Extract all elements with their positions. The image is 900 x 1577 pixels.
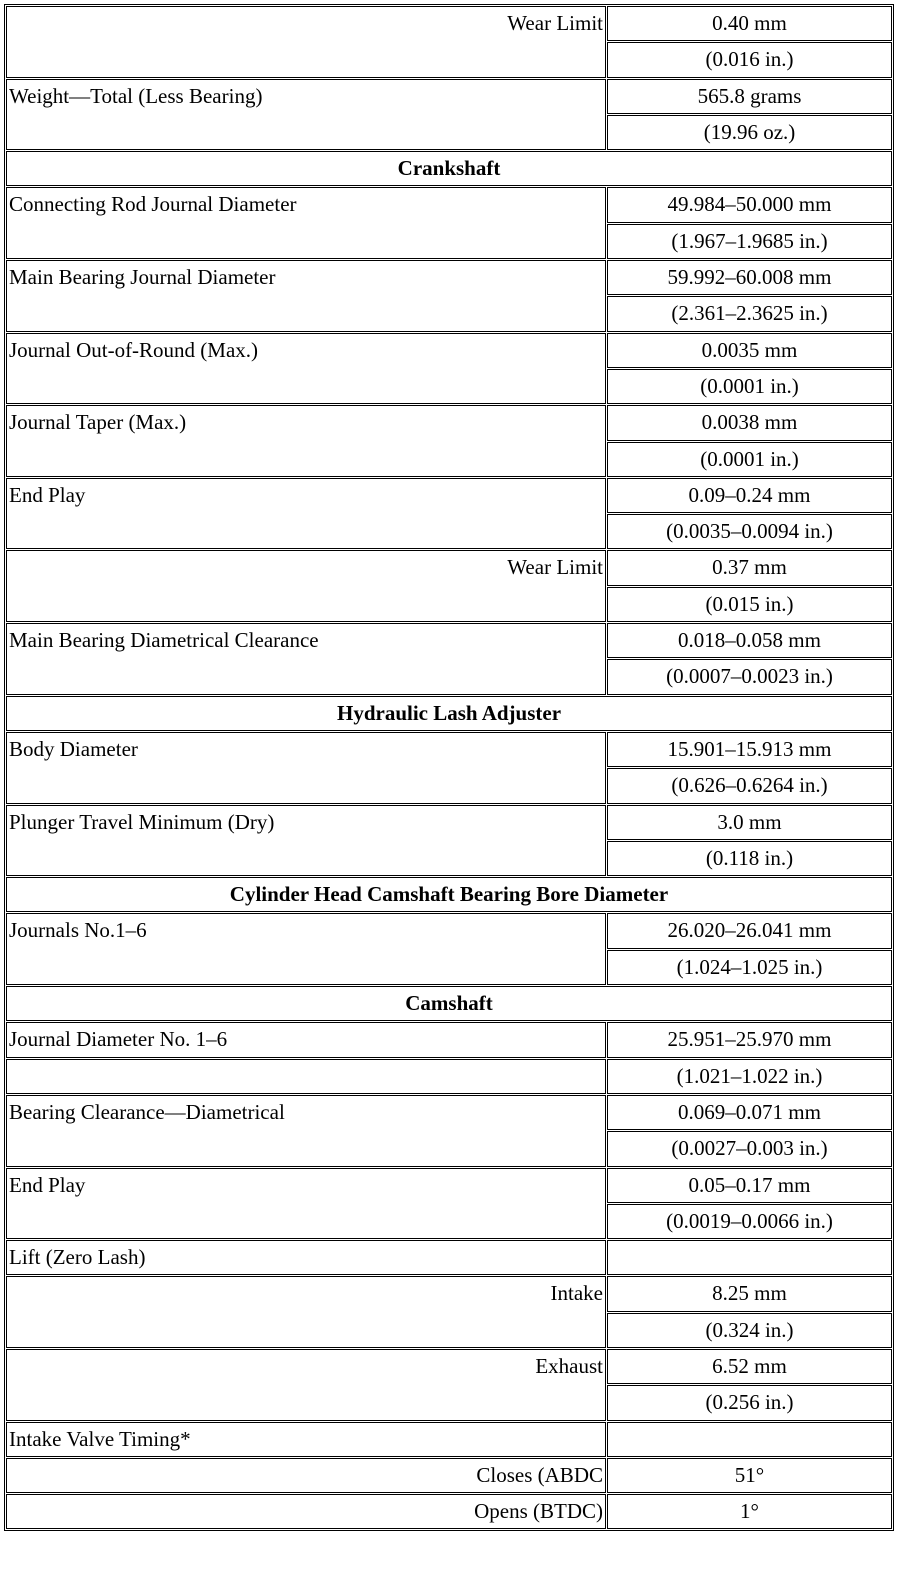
- section-header-row: [6, 877, 892, 912]
- section-title: Cylinder Head Camshaft Bearing Bore Diameter: [6, 877, 892, 912]
- spec-imperial-value: (0.0019–0.0066 in.): [607, 1204, 892, 1239]
- section-title: Hydraulic Lash Adjuster: [6, 696, 892, 731]
- spec-metric-value: 6.52 mm: [607, 1349, 892, 1384]
- spec-label: End Play: [6, 478, 606, 550]
- spec-value: 1°: [607, 1494, 892, 1529]
- spec-value: [607, 1240, 892, 1275]
- spec-metric-value: 0.0038 mm: [607, 405, 892, 440]
- spec-row: [6, 1168, 892, 1203]
- specification-table-body: [6, 6, 892, 1529]
- spec-row: [6, 478, 892, 513]
- spec-value: 25.951–25.970 mm: [607, 1022, 892, 1057]
- spec-single-row: [6, 1059, 892, 1094]
- spec-metric-value: 0.05–0.17 mm: [607, 1168, 892, 1203]
- spec-imperial-value: (19.96 oz.): [607, 115, 892, 150]
- spec-label: Weight—Total (Less Bearing): [6, 79, 606, 151]
- spec-label: Lift (Zero Lash): [6, 1240, 606, 1275]
- spec-row: [6, 550, 892, 585]
- section-title: Camshaft: [6, 986, 892, 1021]
- spec-metric-value: 0.09–0.24 mm: [607, 478, 892, 513]
- spec-single-row: [6, 1458, 892, 1493]
- spec-label: Main Bearing Journal Diameter: [6, 260, 606, 332]
- spec-metric-value: 49.984–50.000 mm: [607, 187, 892, 222]
- spec-row: [6, 187, 892, 222]
- spec-value: [607, 1422, 892, 1457]
- spec-label: Journals No.1–6: [6, 913, 606, 985]
- spec-row: [6, 913, 892, 948]
- spec-label: Body Diameter: [6, 732, 606, 804]
- spec-row: [6, 805, 892, 840]
- spec-label: Closes (ABDC: [6, 1458, 606, 1493]
- spec-imperial-value: (0.256 in.): [607, 1385, 892, 1420]
- spec-label: Exhaust: [6, 1349, 606, 1421]
- spec-row: [6, 79, 892, 114]
- spec-imperial-value: (0.0001 in.): [607, 442, 892, 477]
- spec-label: Wear Limit: [6, 6, 606, 78]
- spec-row: [6, 405, 892, 440]
- spec-label: Opens (BTDC): [6, 1494, 606, 1529]
- spec-row: [6, 732, 892, 767]
- spec-imperial-value: (0.0027–0.003 in.): [607, 1131, 892, 1166]
- spec-value: (1.021–1.022 in.): [607, 1059, 892, 1094]
- section-title: Crankshaft: [6, 151, 892, 186]
- spec-label: Plunger Travel Minimum (Dry): [6, 805, 606, 877]
- spec-imperial-value: (0.0001 in.): [607, 369, 892, 404]
- spec-row: [6, 1095, 892, 1130]
- spec-row: [6, 1349, 892, 1384]
- section-header-row: [6, 986, 892, 1021]
- spec-metric-value: 15.901–15.913 mm: [607, 732, 892, 767]
- spec-single-row: [6, 1422, 892, 1457]
- spec-single-row: [6, 1240, 892, 1275]
- spec-single-row: [6, 1494, 892, 1529]
- spec-imperial-value: (2.361–2.3625 in.): [607, 296, 892, 331]
- spec-row: [6, 6, 892, 41]
- spec-imperial-value: (0.118 in.): [607, 841, 892, 876]
- spec-label: Connecting Rod Journal Diameter: [6, 187, 606, 259]
- spec-label: Wear Limit: [6, 550, 606, 622]
- spec-row: [6, 623, 892, 658]
- spec-label: [6, 1059, 606, 1094]
- spec-imperial-value: (0.016 in.): [607, 42, 892, 77]
- spec-label: Journal Out-of-Round (Max.): [6, 333, 606, 405]
- section-header-row: [6, 696, 892, 731]
- spec-label: Journal Diameter No. 1–6: [6, 1022, 606, 1057]
- spec-label: Main Bearing Diametrical Clearance: [6, 623, 606, 695]
- spec-label: End Play: [6, 1168, 606, 1240]
- spec-value: 51°: [607, 1458, 892, 1493]
- spec-metric-value: 0.40 mm: [607, 6, 892, 41]
- spec-metric-value: 3.0 mm: [607, 805, 892, 840]
- spec-metric-value: 0.069–0.071 mm: [607, 1095, 892, 1130]
- spec-imperial-value: (0.626–0.6264 in.): [607, 768, 892, 803]
- spec-imperial-value: (0.0007–0.0023 in.): [607, 659, 892, 694]
- spec-row: [6, 333, 892, 368]
- spec-metric-value: 0.0035 mm: [607, 333, 892, 368]
- spec-imperial-value: (0.015 in.): [607, 587, 892, 622]
- spec-metric-value: 26.020–26.041 mm: [607, 913, 892, 948]
- spec-single-row: [6, 1022, 892, 1057]
- spec-imperial-value: (0.0035–0.0094 in.): [607, 514, 892, 549]
- spec-metric-value: 0.018–0.058 mm: [607, 623, 892, 658]
- spec-row: [6, 260, 892, 295]
- spec-metric-value: 0.37 mm: [607, 550, 892, 585]
- spec-metric-value: 565.8 grams: [607, 79, 892, 114]
- spec-label: Intake: [6, 1276, 606, 1348]
- section-header-row: [6, 151, 892, 186]
- spec-metric-value: 59.992–60.008 mm: [607, 260, 892, 295]
- spec-imperial-value: (1.967–1.9685 in.): [607, 224, 892, 259]
- spec-metric-value: 8.25 mm: [607, 1276, 892, 1311]
- spec-label: Bearing Clearance—Diametrical: [6, 1095, 606, 1167]
- spec-imperial-value: (0.324 in.): [607, 1313, 892, 1348]
- spec-row: [6, 1276, 892, 1311]
- spec-label: Journal Taper (Max.): [6, 405, 606, 477]
- spec-imperial-value: (1.024–1.025 in.): [607, 950, 892, 985]
- spec-label: Intake Valve Timing*: [6, 1422, 606, 1457]
- specification-table: [4, 4, 894, 1531]
